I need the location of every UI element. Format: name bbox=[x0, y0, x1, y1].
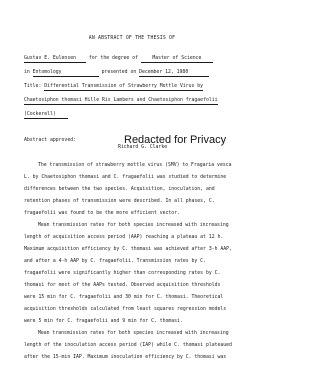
redacted-signature: Redacted for Privacy bbox=[124, 134, 227, 146]
body-line: length of acquisition access period (AAP) reaching a plateau at 12 h. bbox=[24, 235, 224, 240]
signatory-name: Richard G. Clarke bbox=[118, 145, 168, 150]
degree-name: Master of Science bbox=[141, 56, 213, 63]
abstract-body bbox=[24, 160, 246, 364]
body-line: acquisition thresholds calculated from least squares regression models bbox=[24, 307, 227, 312]
author-name: Gustav E. Eulensen bbox=[24, 56, 86, 63]
body-line: differences between the two species. Acquisition, inoculation, and bbox=[24, 187, 215, 192]
species-name-thomasi: Chaetosiphon thomasi bbox=[24, 98, 82, 103]
body-line: were 15 min for C. fragaefolii and 30 min for C. thomasi. Theoretical bbox=[24, 295, 224, 300]
presentation-date: December 12, 1980 bbox=[139, 70, 209, 77]
title-line-3 bbox=[24, 112, 250, 119]
body-line: The transmission of strawberry mottle virus (SMV) to Fragaria vesca bbox=[38, 163, 232, 168]
body-line: fragaefolii were significantly higher than corresponding rates by C. bbox=[24, 271, 221, 276]
body-line: Mean transmission rates for both species increased with increasing bbox=[38, 223, 229, 228]
body-line: L. by Chaetosiphon thomasi and C. fragaefolii was studied to determine bbox=[24, 175, 227, 180]
body-line: retention phases of transmission were described. In all phases, C. bbox=[24, 199, 215, 204]
body-line: length of the inoculation access period (IAP) while C. thomasi plateaued bbox=[24, 343, 232, 348]
department-date-line bbox=[24, 70, 250, 77]
title-line-1 bbox=[24, 84, 250, 91]
title-line-2 bbox=[24, 98, 250, 105]
body-line: and after a 4-h AAP by C. fragaefolii. Transmission rates by C. bbox=[24, 259, 206, 264]
body-line: after the 15-min IAP. Maximum inoculation efficiency by C. thomasi was bbox=[24, 355, 227, 360]
in-label: in bbox=[24, 70, 30, 75]
thesis-title-part-3: (Cockerell) bbox=[24, 112, 68, 119]
body-line: fragaefolii was found to be the more efficient vector. bbox=[24, 211, 180, 216]
body-line: were 5 min for C. fragaefolii and 9 min for C. thomasi. bbox=[24, 319, 183, 324]
department-name: Entomology bbox=[33, 70, 99, 77]
title-label: Title: bbox=[24, 84, 42, 89]
author-degree-line bbox=[24, 56, 250, 63]
degree-prefix: for the degree of bbox=[88, 56, 138, 61]
thesis-title-part-1: Differential Transmission of Strawberry Mottle Virus by bbox=[44, 84, 204, 89]
species-name-fragaefolii: Chaetosiphon fragaefolii bbox=[148, 98, 218, 103]
body-line: Mean transmission rates for both species increased with increasing bbox=[38, 331, 229, 336]
body-line: thomasi for most of the AAPs tested. Observed acquisition thresholds bbox=[24, 283, 221, 288]
body-line: Maximum acquisition efficiency by C. thomasi was achieved after 3-h AAP, bbox=[24, 247, 232, 252]
presented-label: presented on bbox=[101, 70, 137, 75]
abstract-heading: AN ABSTRACT OF THE THESIS OF bbox=[88, 36, 176, 41]
approved-label: Abstract approved: bbox=[24, 138, 76, 143]
thesis-title-part-2: Hille Ris Lambers and bbox=[81, 98, 149, 103]
